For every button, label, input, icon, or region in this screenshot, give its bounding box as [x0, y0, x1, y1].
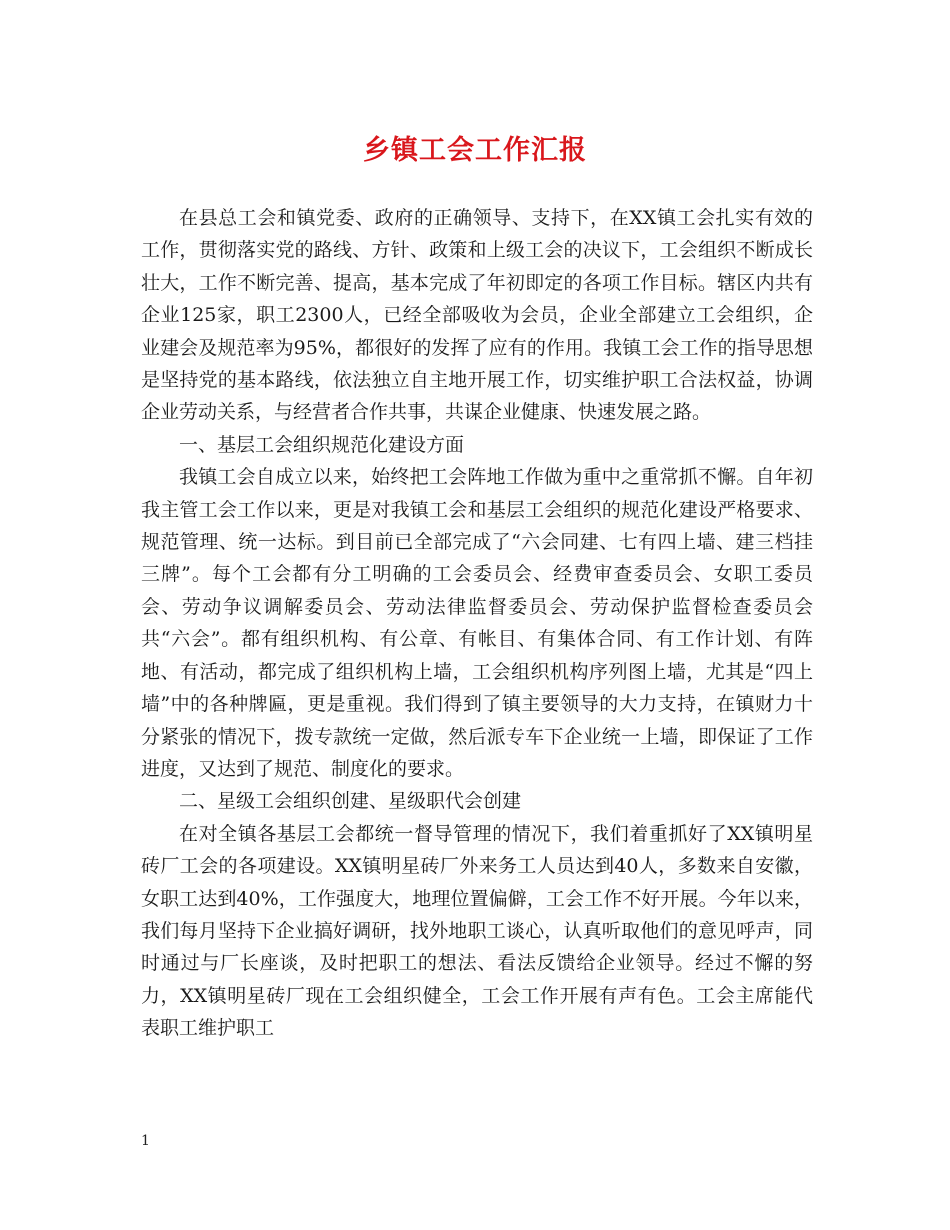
paragraph-intro: 在县总工会和镇党委、政府的正确领导、支持下，在XX镇工会扎实有效的工作，贯彻落实党的路线、方针、政策和上级工会的决议下，工会组织不断成长壮大，工作不断完善、提高，基本完成了年初即定的各项工作目标。辖区内共有企业125家，职工2300人，已经全部吸收为会员，企业全部建立工会组织，企业建会及规范率为95%，都很好的发挥了应有的作用。我镇工会工作的指导思想是坚持党的基本路线，依法独立自主地开展工作，切实维护职工合法权益，协调企业劳动关系，与经营者合作共事，共谋企业健康、快速发展之路。 [141, 207, 813, 424]
document-title: 乡镇工会工作汇报 [363, 135, 587, 166]
paragraph-section-1: 我镇工会自成立以来，始终把工会阵地工作做为重中之重常抓不懈。自年初我主管工会工作以来，更是对我镇工会和基层工会组织的规范化建设严格要求、规范管理、统一达标。到目前已全部完成了“六会同建、七有四上墙、建三档挂三牌”。每个工会都有分工明确的工会委员会、经费审查委员会、女职工委员会、劳动争议调解委员会、劳动法律监督委员会、劳动保护监督检查委员会共“六会”。都有组织机构、有公章、有帐目、有集体合同、有工作计划、有阵地、有活动，都完成了组织机构上墙，工会组织机构序列图上墙，尤其是“四上墙”中的各种牌匾，更是重视。我们得到了镇主要领导的大力支持，在镇财力十分紧张的情况下，拨专款统一定做，然后派专车下企业统一上墙，即保证了工作进度，又达到了规范、制度化的要求。 [141, 466, 813, 780]
paragraph-section-2: 在对全镇各基层工会都统一督导管理的情况下，我们着重抓好了XX镇明星砖厂工会的各项建设。XX镇明星砖厂外来务工人员达到40人，多数来自安徽，女职工达到40%，工作强度大，地理位置偏僻，工会工作不好开展。今年以来，我们每月坚持下企业搞好调研，找外地职工谈心，认真听取他们的意见呼声，同时通过与厂长座谈，及时把职工的想法、看法反馈给企业领导。经过不懈的努力，XX镇明星砖厂现在工会组织健全，工会工作开展有声有色。工会主席能代表职工维护职工 [141, 822, 813, 1040]
document-body [141, 202, 813, 1045]
section-heading-1: 一、基层工会组织规范化建设方面 [179, 433, 465, 456]
section-heading-2: 二、星级工会组织创建、星级职代会创建 [179, 790, 522, 813]
page-number: 1 [141, 1133, 150, 1149]
